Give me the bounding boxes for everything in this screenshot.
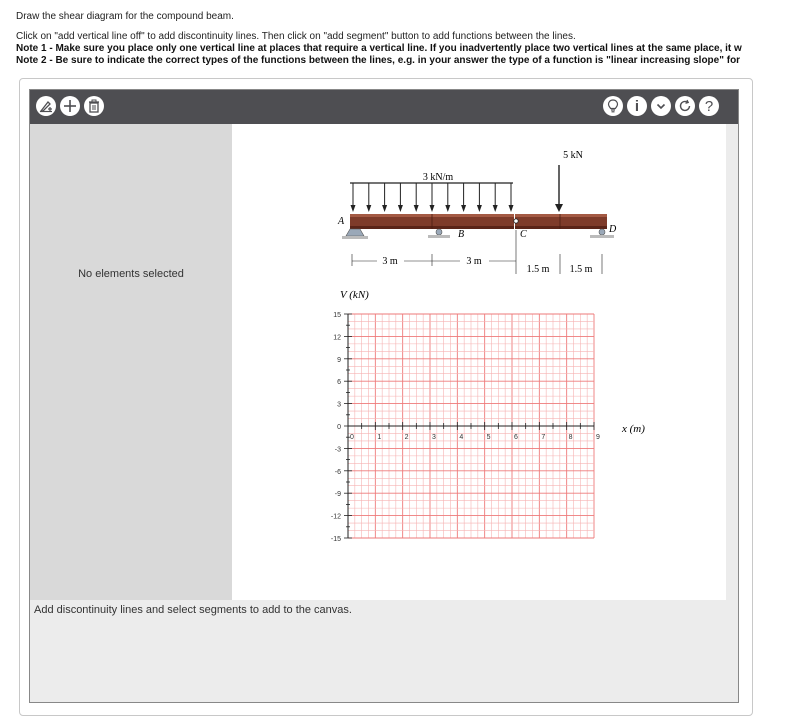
question-intro: Draw the shear diagram for the compound beam. (16, 11, 234, 22)
selection-message: No elements selected (78, 268, 184, 280)
status-message: Add discontinuity lines and select segments to add to the canvas. (34, 604, 352, 616)
question-instructions: Click on "add vertical line off" to add discontinuity lines. Then click on "add segment" button to add functions between the lines. (16, 31, 576, 42)
load-arrowhead (493, 205, 498, 212)
chart-axes (344, 314, 594, 538)
properties-sidebar (30, 124, 232, 600)
load-arrowhead (477, 205, 482, 212)
y-tick-label: 0 (337, 424, 341, 431)
chevron-down-icon (655, 100, 667, 112)
trash-icon (88, 99, 100, 113)
x-tick-label: 2 (404, 434, 409, 441)
hint-button[interactable] (603, 96, 623, 116)
y-tick-label: -9 (334, 491, 341, 499)
dim-bc: 3 m (466, 256, 482, 267)
load-arrowhead (414, 205, 419, 212)
x-tick-label: 0 (350, 434, 354, 441)
x-tick-label: 6 (514, 434, 518, 441)
distributed-load-arrows (351, 183, 514, 212)
more-options-button[interactable] (651, 96, 671, 116)
help-icon: ? (704, 97, 714, 115)
question-note-1: Note 1 - Make sure you place only one vertical line at places that require a vertical line. If you inadvertently place two vertical lines at the same place, it w (16, 43, 742, 54)
hinge-c (514, 219, 518, 223)
delete-button[interactable] (84, 96, 104, 116)
question-note-2: Note 2 - Be sure to indicate the correct types of the functions between the lines, e.g. in your answer the type of a function is "linear increasing slope" for (16, 55, 741, 66)
y-axis-label: V (kN) (340, 289, 369, 301)
y-tick-label: -15 (330, 536, 341, 543)
load-arrowhead (445, 205, 450, 212)
y-tick-label: 9 (337, 356, 341, 364)
reset-icon (678, 99, 692, 113)
info-button[interactable] (627, 96, 647, 116)
y-tick-label: 12 (333, 334, 341, 342)
support-a (346, 229, 364, 236)
help-button[interactable] (699, 96, 719, 116)
point-c-label: C (520, 229, 527, 240)
x-tick-label: 4 (459, 434, 464, 441)
load-arrowhead (461, 205, 466, 212)
x-axis-label: x (m) (622, 423, 645, 435)
y-tick-label: -12 (330, 513, 341, 521)
x-tick-label: 3 (432, 434, 436, 441)
add-segment-button[interactable] (60, 96, 80, 116)
load-arrowhead (398, 205, 403, 212)
support-d (599, 229, 605, 235)
point-d-label: D (609, 224, 617, 235)
info-icon: i (634, 97, 640, 115)
beam-figure (337, 150, 617, 275)
point-load-label: 5 kN (563, 150, 583, 161)
x-tick-label: 7 (541, 434, 546, 441)
add-vertical-line-icon (39, 99, 53, 113)
y-tick-label: 3 (337, 401, 341, 409)
canvas-svg (232, 124, 726, 600)
y-tick-label: 15 (333, 312, 341, 319)
toolbar (30, 90, 738, 124)
support-b (436, 229, 442, 235)
add-segment-icon (63, 99, 77, 113)
add-vertical-line-button[interactable] (36, 96, 56, 116)
point-b-label: B (458, 229, 465, 240)
dim-ab: 3 m (382, 256, 398, 267)
x-tick-label: 5 (486, 434, 491, 441)
y-tick-label: 6 (337, 379, 341, 387)
load-arrowhead (509, 205, 514, 212)
y-tick-label: -3 (334, 446, 341, 454)
point-a-label: A (338, 216, 345, 227)
x-tick-label: 8 (568, 434, 573, 441)
load-arrowhead (382, 205, 387, 212)
reset-button[interactable] (675, 96, 695, 116)
load-arrowhead (366, 205, 371, 212)
drawing-canvas[interactable] (232, 124, 726, 600)
x-tick-label: 1 (377, 434, 382, 441)
load-arrowhead (351, 205, 356, 212)
hint-lightbulb-icon (607, 99, 619, 113)
dim-c-load: 1.5 m (526, 264, 550, 275)
distributed-load-label: 3 kN/m (422, 172, 454, 183)
y-tick-label: -6 (334, 468, 341, 476)
load-arrowhead (430, 205, 435, 212)
x-tick-label: 9 (596, 434, 600, 441)
point-load-arrowhead (555, 204, 563, 212)
drawing-tool (29, 89, 739, 703)
dim-load-d: 1.5 m (569, 264, 593, 275)
